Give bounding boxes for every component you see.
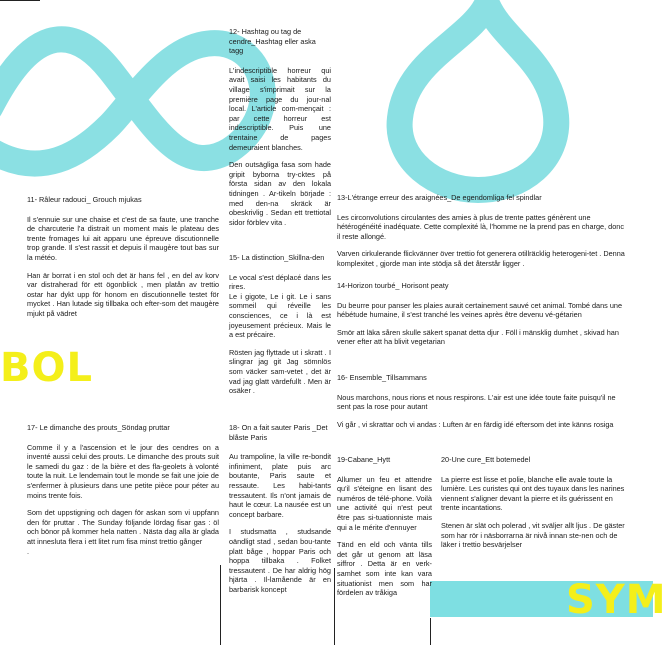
section-20 (441, 455, 627, 558)
big-word-sym: SYM (566, 577, 667, 623)
section-19 (337, 455, 432, 606)
paragraph-sv: Vi går , vi skrattar och vi andas : Luften är en färdig idé eftersom det inte känns rosiga (337, 419, 614, 429)
paragraph-fr: Le vocal s'est déplacé dans les rires. Le i gigote, Le i git. Le i sans sommeil qui réveille les consciences, ce i là est joyeusement précieux. Mais le a est précaire. (229, 272, 331, 340)
section-13 (337, 193, 625, 277)
section-18 (229, 423, 331, 603)
section-14 (337, 281, 625, 355)
crop-mark (0, 0, 40, 1)
section-title: 12- Hashtag ou tag de cendre_Hashtag eller aska tagg (229, 27, 316, 56)
paragraph-sv: Stenen är slät och polerad , vit sväljer allt ljus . De gäster som har rör i näsborrarna är nivå innan ste-nen och de läker i trettio besvärjelser (441, 520, 625, 550)
paragraph-fr: La pierre est lisse et polie, blanche elle avale toute la lumière. Les curistes qui ont des tuyaux dans les narines viennent s'aligner devant la pierre et ils guérissent en trente incantations. (441, 474, 625, 513)
section-16 (337, 373, 625, 437)
section-12 (229, 27, 331, 235)
paragraph-sv: Som det uppstigning och dagen för askan som vi uppfann den för pruttar . The Sunday följande lördag fisar gas : öl och bönor på kommer hela natten . Nästa dag alla är glada att inneslutа flera i ett litet rum fisa minst trettio gånger . (27, 508, 219, 556)
crop-mark (430, 618, 431, 645)
paragraph-sv: Tänd en eld och vänta tills det går ut genom att läsa siffror . Detta är en verk-samhet som inte kan vara situationist men som har fördelen av tråkiga (337, 540, 432, 598)
section-15 (229, 253, 331, 404)
section-title: 13-L'étrange erreur des araignées_De egendomliga fel spindlar (337, 193, 542, 202)
paragraph-fr: Comme il y a l'ascension et le jour des cendres on a inventé aussi celui des prouts. Le dimanche des prouts suit le samedi du gaz : de la bière et des fla-geolets à volonté toute la nuit. Le lendemain tout le monde se fait une joie de s'enfermer à plusieurs dans une petite pièce pour péter au moins trente fois. (27, 442, 219, 500)
paragraph-sv: Smör att läka såren skulle säkert spanat detta djur . Föll i mänsklig dumhet , skivad han vener efter att ha blivit vegetarian (337, 327, 619, 347)
paragraph-fr: Au trampoline, la ville re-bondit infiniment, plate puis arc boutante, Paris saute et ressaute. Les habi-tants tressautent. Ils n'ont jamais de haut le cœur. La nausée est un concept barbare. (229, 452, 331, 519)
section-title: 16- Ensemble_Tillsammans (337, 373, 427, 382)
section-11 (27, 195, 219, 327)
section-title: 15- La distinction_Skillna-den (229, 253, 325, 262)
paragraph-fr: Il s'ennuie sur une chaise et c'est de sa faute, une tranche de charcuterie l'a distrait un moment mais le plateau des trente fromages lui ait apparu une épreuve discutionnelle trop grande. Il s'est rassit et depuis il maugère tout bas sur la météo. (27, 214, 219, 262)
paragraph-fr: L'indescriptible horreur qui avait saisi les habitants du village s'imprimait sur la première page du jour-nal local. L'article com-mençait : par cette horreur est indescriptible. Puis une trentaine de pages demeuraient blanches. (229, 65, 331, 152)
crop-mark (220, 565, 221, 645)
paragraph-fr: Allumer un feu et attendre qu'il s'éteigne en lisant des numéros de télé-phone. Voilà une activité qui n'est peut être pas si-tuationniste mais qui a le mérite d'ennuyer (337, 474, 432, 532)
paragraph-sv: Han är borrat i en stol och det är hans fel , en del av korv var distraherad för ett ögonblick , men platån av trettio ostar har dykt upp för honom en discutionnelle testet för mycket . Han lutade sig tillbaka och efter-som det maugère mjukt på vädret (27, 270, 219, 318)
paragraph-fr: Nous marchons, nous rions et nous respirons. L'air est une idée toute faite puisqu'il ne sent pas la rose pour autant (337, 392, 616, 412)
section-title: 17- Le dimanche des prouts_Söndag pruttar (27, 423, 170, 432)
section-title: 14-Horizon tourbé_ Horisont peaty (337, 281, 449, 290)
paragraph-sv: Varven cirkulerande flickvänner över trettio fot generera otillräcklig heterogeni-tet . Denna komplexitet , gjorde man inte stödja så det återstår ligger . (337, 249, 625, 268)
paragraph-sv: Rösten jag flyttade ut i skratt . I slingrar jag git Jag sömnlös som väcker sam-vetet , det är vad jag glatt värdefullt . Men är osäker . (229, 347, 331, 396)
section-title: 20-Une cure_Ett botemedel (441, 455, 531, 464)
section-title: 11- Râleur radouci_ Grouch mjukas (27, 195, 142, 204)
section-17 (27, 423, 219, 564)
paragraph-fr: Les circonvolutions circulantes des amies à plus de trente pattes génèrent une hétérogénéité inadéquate. Cette complexité là, l'homme ne la prend pas en charge, donc il reste allongé. (337, 212, 624, 241)
big-word-bol: BOL (0, 345, 93, 391)
crop-mark (334, 568, 335, 645)
paragraph-sv: Den outsägliga fasa som hade gripit byborna try-cktes på första sidan av den lokala tidningen . Ar-tikeln började : med den-na skräck är obeskrivlig . Sedan ett trettiotal sidor förblev vita . (229, 160, 331, 227)
paragraph-fr: Du beurre pour panser les plaies aurait certainement sauvé cet animal. Tombé dans une hébétude humaine, il s'est tranché les veines après être devenu vé-gétarien (337, 300, 623, 320)
section-title: 19-Cabane_Hytt (337, 455, 391, 464)
section-title: 18- On a fait sauter Paris _Det blåste Paris (229, 423, 328, 442)
paragraph-sv: I studsmatta , studsande oändligt stad , sedan bou-tante platt båge , hoppar Paris och hoppa tillbaka . Folket tressautent . De har aldrig hög hjärta . Il-lamående är en barbarisk koncept (229, 527, 331, 594)
